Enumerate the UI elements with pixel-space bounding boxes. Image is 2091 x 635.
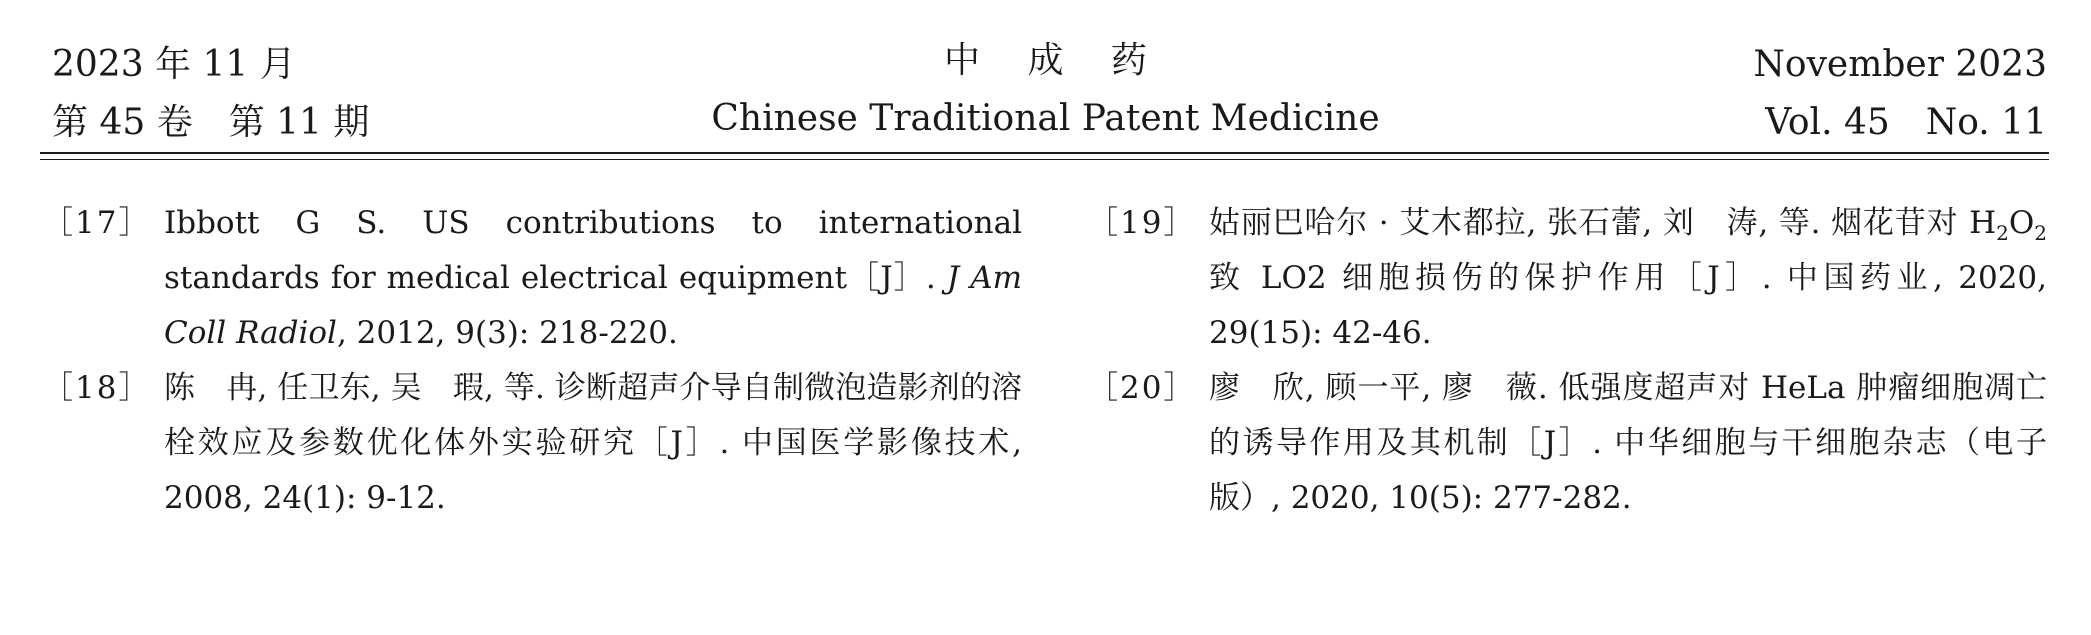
reference-column-left xyxy=(42,196,1022,526)
reference-item xyxy=(42,196,1022,361)
reference-text: 廖 欣, 顾一平, 廖 薇. 低强度超声对 HeLa 肿瘤细胞凋亡的诱导作用及其机制［J］. 中华细胞与干细胞杂志（电子版）, 2020, 10(5): 277-282. xyxy=(1209,370,2047,516)
issue-date-en: November 2023 xyxy=(1753,44,2047,85)
journal-title-en: Chinese Traditional Patent Medicine xyxy=(711,98,1380,139)
header-rule-thick xyxy=(40,152,2049,154)
reference-number: ［20］ xyxy=(1087,370,1197,406)
reference-text-part: , 2012, 9(3): 218-220. xyxy=(336,315,678,351)
journal-title-cn: 中 成 药 xyxy=(944,40,1165,81)
reference-text xyxy=(1209,196,2047,361)
volume-issue-en: Vol. 45 No. 11 xyxy=(1765,102,2047,143)
issue-date-block-en xyxy=(1753,36,2047,152)
reference-column-right xyxy=(1087,196,2047,526)
issue-date-cn: 2023 年 11 月 xyxy=(52,44,296,85)
reference-text: 陈 冉, 任卫东, 吴 瑕, 等. 诊断超声介导自制微泡造影剂的溶栓效应及参数优化体外实验研究［J］. 中国医学影像技术, 2008, 24(1): 9-12. xyxy=(164,370,1022,516)
subscript: 2 xyxy=(2034,221,2047,246)
reference-text-part: 姑丽巴哈尔 · 艾木都拉, 张石蕾, 刘 涛, 等. 烟花苷对 H xyxy=(1209,205,1997,241)
reference-text-part: O xyxy=(2008,205,2035,241)
reference-number: ［18］ xyxy=(42,370,152,406)
page-header xyxy=(0,0,2091,165)
header-rule-thin xyxy=(40,159,2049,160)
reference-item xyxy=(1087,196,2047,361)
reference-number: ［19］ xyxy=(1087,205,1197,241)
reference-text xyxy=(164,196,1022,361)
reference-text-part: Ibbott G S. US contributions to international standards for medical electrical equipment［J］. xyxy=(164,205,1022,296)
journal-name: J Am Coll Radiol xyxy=(164,260,1022,351)
reference-item xyxy=(42,361,1022,526)
reference-text-part: 致 LO2 细胞损伤的保护作用［J］. 中国药业, 2020, 29(15): 42-46. xyxy=(1209,260,2047,351)
reference-number: ［17］ xyxy=(42,205,152,241)
reference-item xyxy=(1087,361,2047,526)
subscript: 2 xyxy=(1996,221,2009,246)
volume-issue-cn: 第 45 卷 第 11 期 xyxy=(52,102,370,143)
